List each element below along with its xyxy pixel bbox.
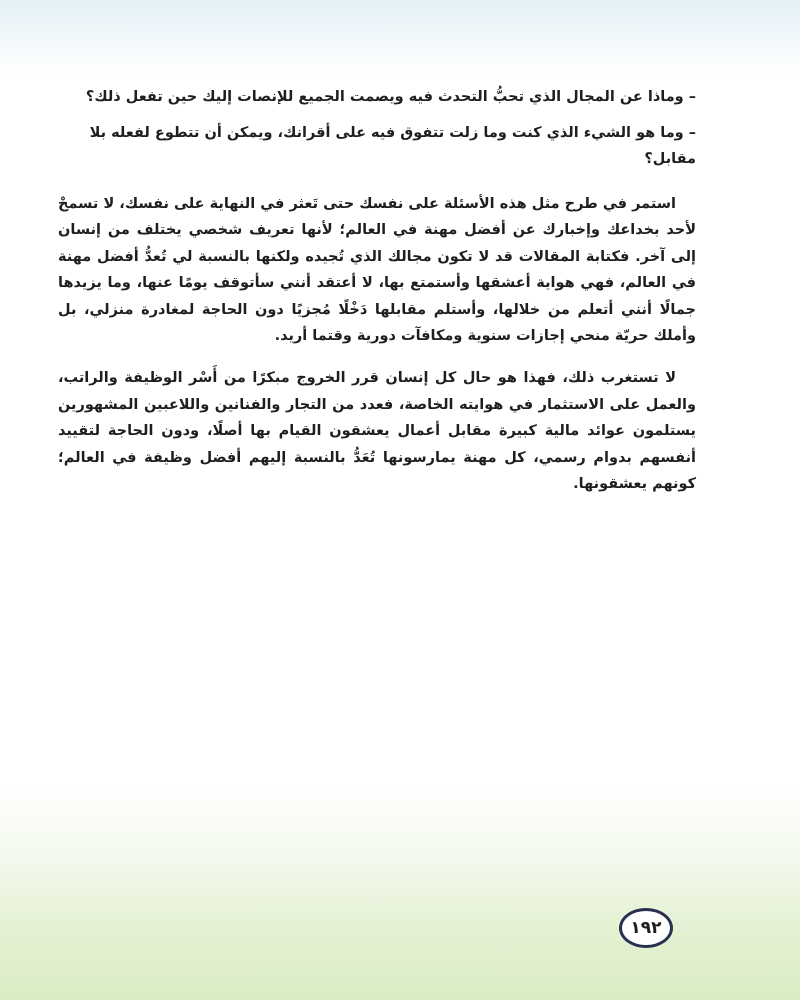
question-1: – وماذا عن المجال الذي تحبُّ التحدث فيه ويصمت الجميع للإنصات إليك حين تفعل ذلك؟ [85,89,696,105]
paragraph-2: لا تستغرب ذلك، فهذا هو حال كل إنسان قرر الخروج مبكرًا من أَسْر الوظيفة والراتب، والعمل على الاستثمار في هوايته الخاصة، فعدد من التجار والفنانين واللاعبين المشهورين يستلمون عوائد مالية كبيرة مقابل أعمال يعشقون القيام بها أصلًا، ودون الحاجة لتقييد أنفسهم بدوام رسمي، كل مهنة يمارسونها تُعَدُّ بالنسبة إليهم أفضل وظيفة في العالم؛ كونهم يعشقونها. [58,370,696,493]
body-text [58,84,696,497]
page-number-badge [619,908,673,948]
question-2: – وما هو الشيء الذي كنت وما زلت تتفوق فيه على أقرانك، ويمكن أن تتطوع لفعله بلا مقابل؟ [89,125,696,167]
page-number: ١٩٢ [630,918,662,938]
paragraph-1: استمر في طرح مثل هذه الأسئلة على نفسك حتى تَعثر في النهاية على نفسك، لا تسمحْ لأحد بخداعك وإخبارك عن أفضل مهنة في العالم؛ لأنها تعريف شخصي يختلف من إنسان إلى آخر. فكتابة المقالات قد لا تكون مجالك الذي تُجيده ولكنها بالنسبة لي تُعدُّ أفضل مهنة في العالم، فهي هواية أعشقها وأستمتع بها، لا أعتقد أنني سأتوقف يومًا عنها، وما يزيدها جمالًا أنني أتعلم من خلالها، وأستلم مقابلها دَخْلًا مُجزيًا دون الحاجة لمغادرة منزلي، بل وأملك حريّة منحي إجازات سنوية ومكافآت دورية وقتما أريد. [58,196,696,345]
